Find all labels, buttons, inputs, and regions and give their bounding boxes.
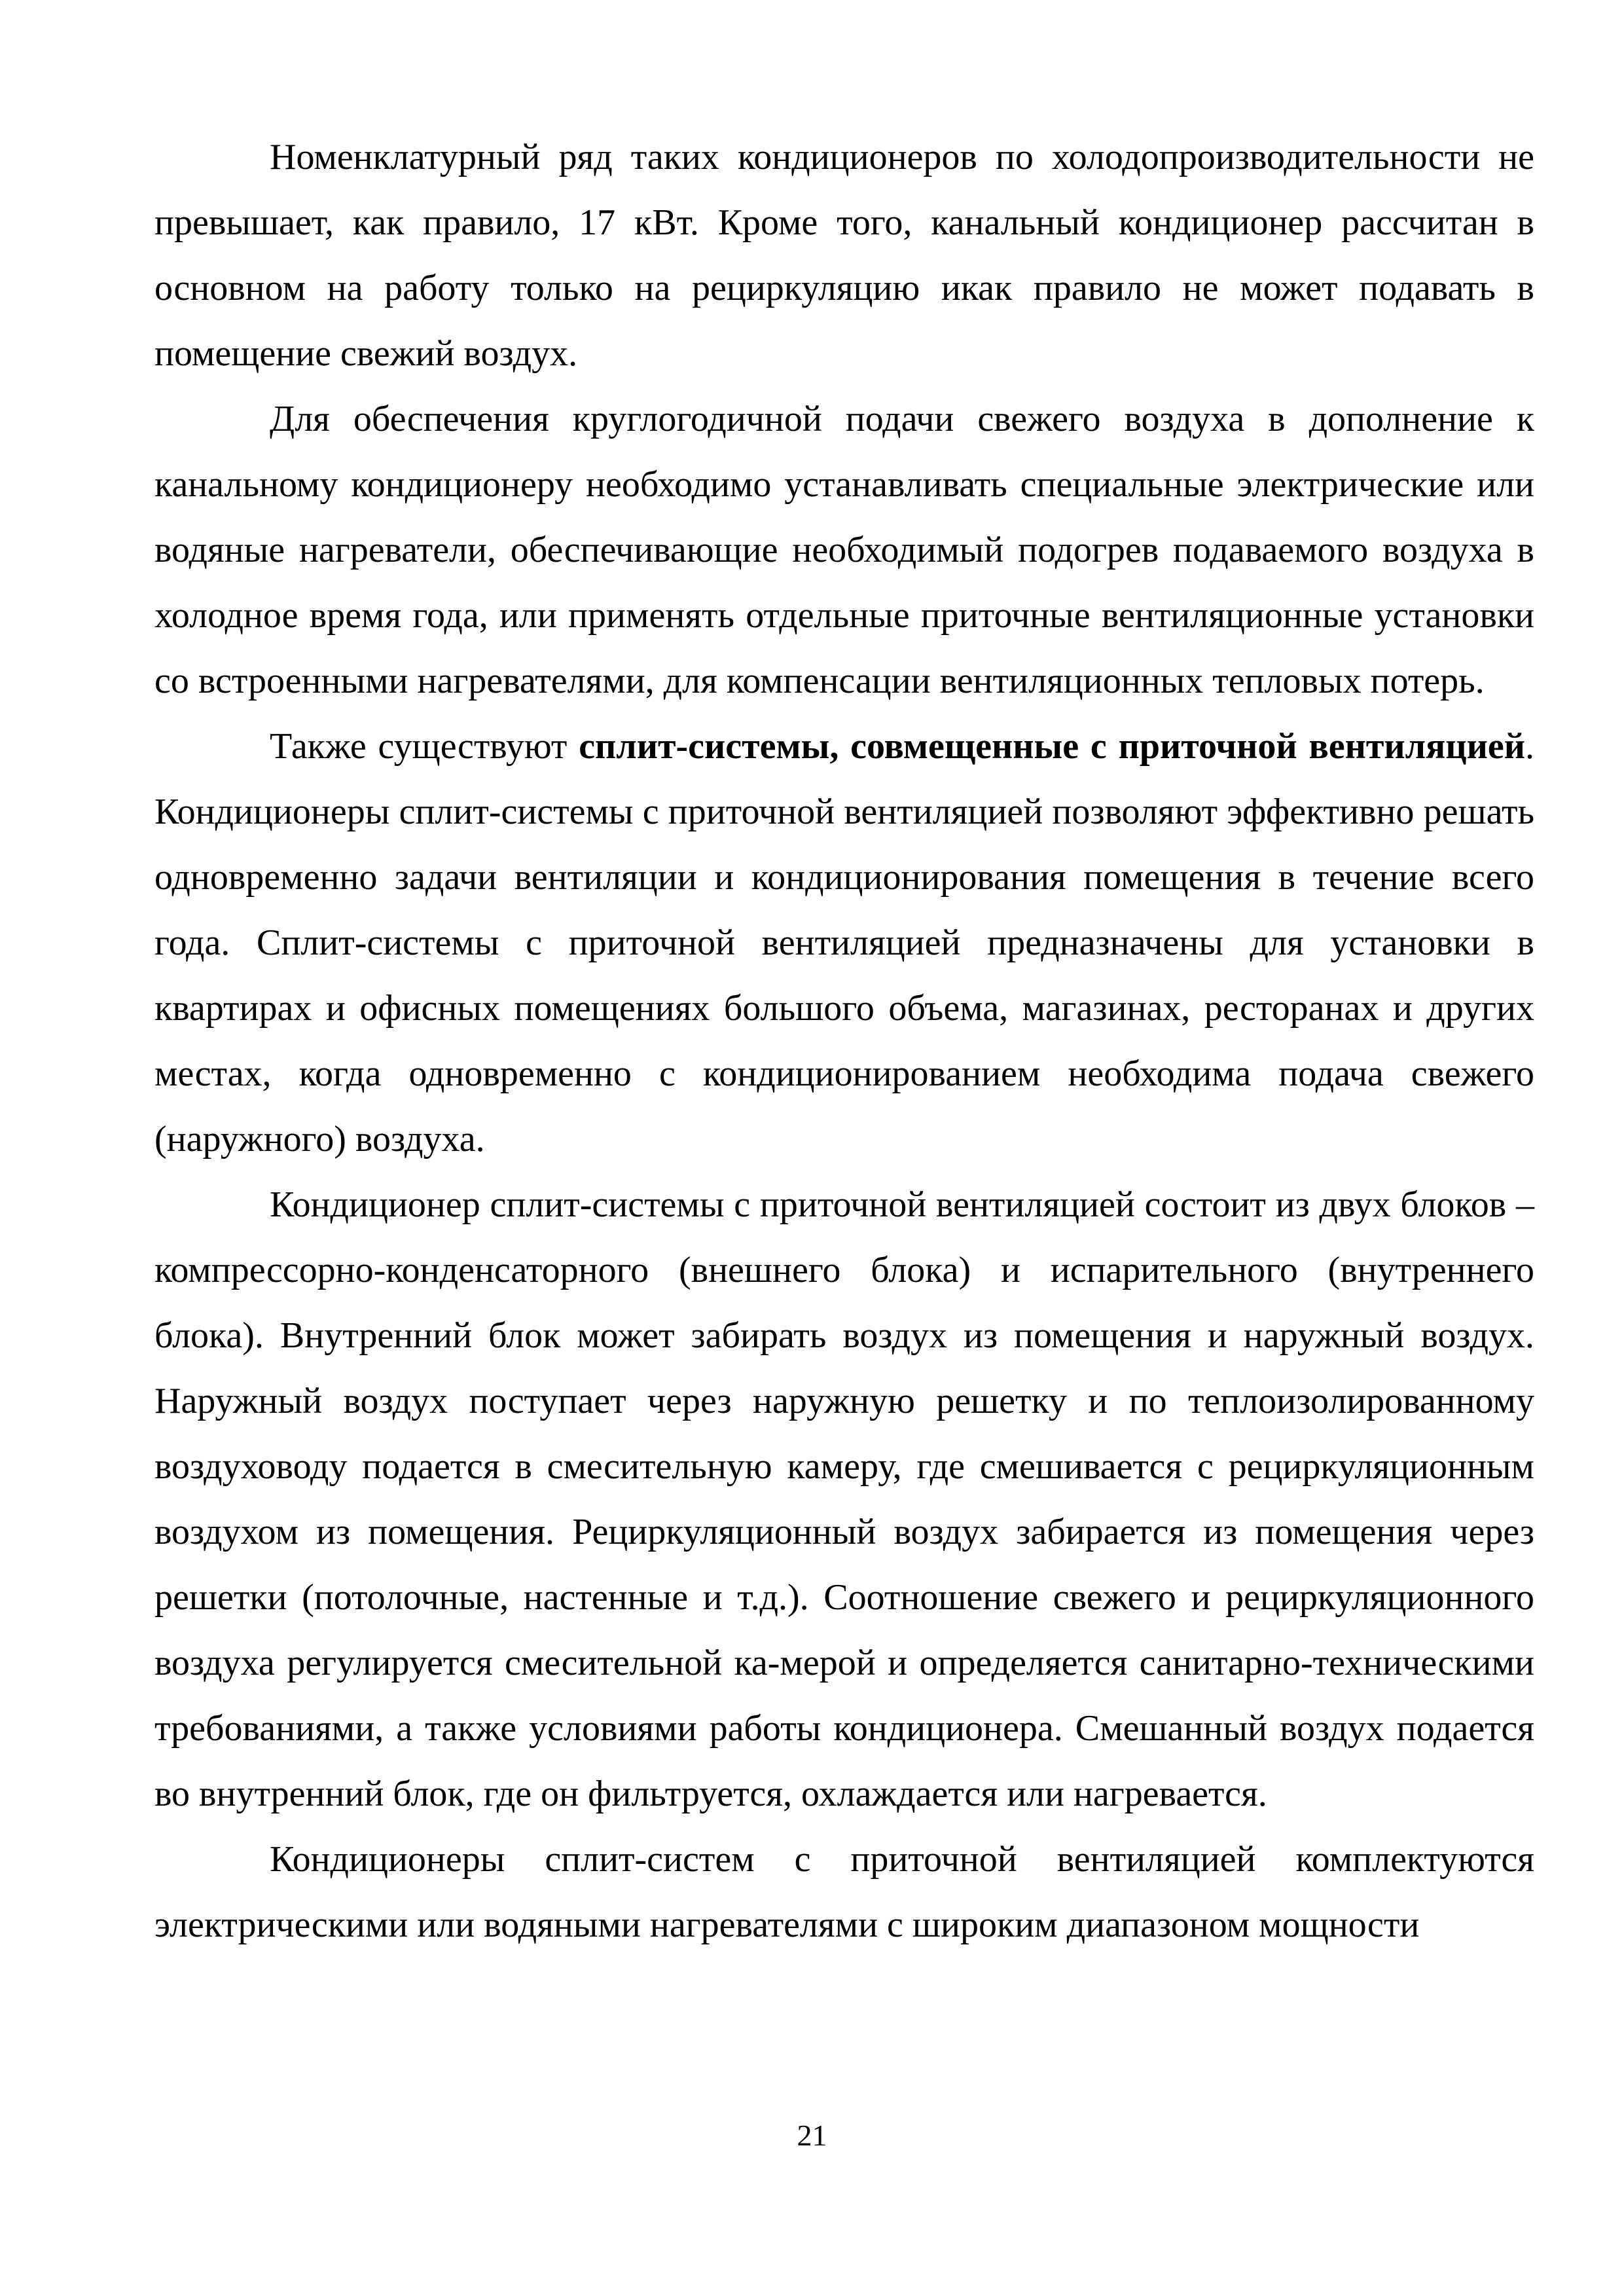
paragraph-3-bold-term: сплит-системы, совмещенные с приточной вентиляцией	[579, 726, 1525, 767]
page-number: 21	[797, 2119, 827, 2152]
paragraph-2: Для обеспечения круглогодичной подачи свежего воздуха в дополнение к канальному кондиционеру необходимо устанавливать специальные электрические или водяные нагреватели, обеспечивающие необходимый подогрев подаваемого воздуха в холодное время года, или применять отдельные приточные вентиляционные установки со встроенными нагревателями, для компенсации вентиляционных тепловых потерь.	[154, 399, 1534, 701]
paragraph-3	[154, 714, 1534, 1172]
paragraph-3-lead: Также существуют	[270, 726, 579, 767]
paragraph-1: Номенклатурный ряд таких кондиционеров по холодопроизводительности не превышает, как правило, 17 кВт. Кроме того, канальный кондиционер рассчитан в основном на работу только на рециркуляцию икак правило не может подавать в помещение свежий воздух.	[154, 137, 1534, 374]
text-body	[154, 124, 1534, 1958]
paragraph-5: Кондиционеры сплит-систем с приточной вентиляцией комплектуются электрическими или водяными нагревателями с широким диапазоном мощности	[154, 1839, 1534, 1945]
paragraph-3-rest: . Кондиционеры сплит-системы с приточной вентиляцией позволяют эффективно решать одновременно задачи вентиляции и кондиционирования помещения в течение всего года. Сплит-системы с приточной вентиляцией предназначены для установки в квартирах и офисных помещениях большого объема, магазинах, ресторанах и других местах, когда одновременно с кондиционированием необходима подача свежего (наружного) воздуха.	[154, 726, 1534, 1159]
paragraph-4: Кондиционер сплит-системы с приточной вентиляцией состоит из двух блоков – компрессорно-конденсаторного (внешнего блока) и испарительного (внутреннего блока). Внутренний блок может забирать воздух из помещения и наружный воздух. Наружный воздух поступает через наружную решетку и по теплоизолированному воздуховоду подается в смесительную камеру, где смешивается с рециркуляционным воздухом из помещения. Рециркуляционный воздух забирается из помещения через решетки (потолочные, настенные и т.д.). Соотношение свежего и рециркуляционного воздуха регулируется смесительной ка-мерой и определяется санитарно-техническими требованиями, а также условиями работы кондиционера. Смешанный воздух подается во внутренний блок, где он фильтруется, охлаждается или нагревается.	[154, 1184, 1534, 1814]
